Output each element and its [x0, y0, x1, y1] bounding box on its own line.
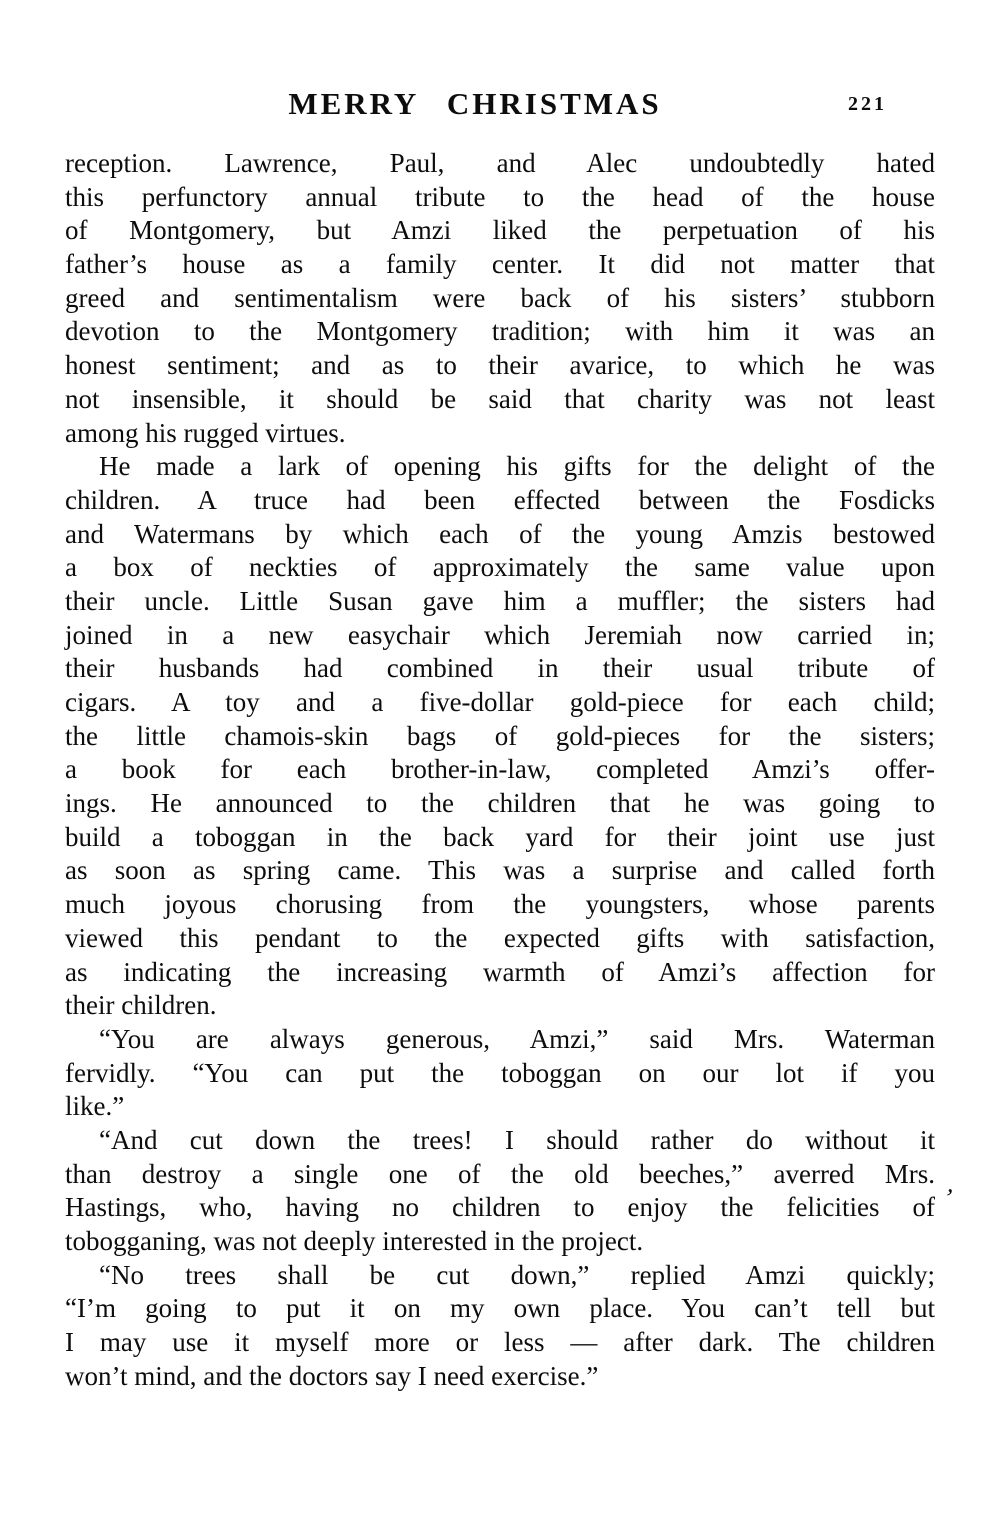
text-line: ings. He announced to the children that he was going to — [65, 788, 935, 819]
text-line: greed and sentimentalism were back of his sisters’ stubborn — [65, 282, 935, 313]
text-line: children. A truce had been effected between the Fosdicks — [65, 484, 935, 515]
text-line: of Montgomery, but Amzi liked the perpetuation of his — [65, 215, 935, 246]
text-line: Hastings, who, having no children to enjoy the felicities of — [65, 1192, 935, 1223]
text-line: I may use it myself more or less — after dark. The children — [65, 1327, 935, 1358]
text-line: tobogganing, was not deeply interested in the project. — [65, 1226, 644, 1256]
text-line: cigars. A toy and a five-dollar gold-piece for each child; — [65, 687, 935, 717]
text-line: joined in a new easychair which Jeremiah now carried in; — [65, 619, 935, 650]
text-line: honest sentiment; and as to their avarice, to which he was — [65, 350, 935, 381]
text-line: He made a lark of opening his gifts for the delight of the — [99, 451, 935, 482]
text-line: fervidly. “You can put the toboggan on our lot if you — [65, 1057, 935, 1088]
text-line: among his rugged virtues. — [65, 417, 346, 448]
text-line: viewed this pendant to the expected gifts with satisfaction, — [65, 922, 935, 953]
page-header — [65, 86, 935, 126]
text-line: the little chamois-skin bags of gold-pieces for the sisters; — [65, 720, 935, 751]
text-line: and Watermans by which each of the young Amzis bestowed — [65, 518, 935, 549]
text-line: as soon as spring came. This was a surprise and called forth — [65, 855, 935, 886]
text-line: reception. Lawrence, Paul, and Alec undoubtedly hated — [65, 148, 935, 178]
paragraph — [65, 1023, 935, 1124]
paragraph — [65, 450, 935, 1023]
text-line: father’s house as a family center. It did not matter that — [65, 249, 935, 280]
text-line: this perfunctory annual tribute to the head of the house — [65, 181, 935, 212]
text-line: “I’m going to put it on my own place. You can’t tell but — [65, 1293, 935, 1324]
running-head: MERRY CHRISTMAS — [288, 86, 662, 121]
text-line: their husbands had combined in their usual tribute of — [65, 653, 935, 684]
text-line: a box of neckties of approximately the same value upon — [65, 552, 935, 583]
text-line: like.” — [65, 1091, 125, 1122]
text-line: won’t mind, and the doctors say I need exercise.” — [65, 1360, 599, 1391]
text-block — [65, 147, 935, 1393]
text-line: their children. — [65, 990, 217, 1021]
text-line: as indicating the increasing warmth of Amzi’s affection for — [65, 956, 935, 987]
text-line: “And cut down the trees! I should rather do without it — [99, 1124, 935, 1155]
text-line: not insensible, it should be said that charity was not least — [65, 383, 935, 414]
text-line: build a toboggan in the back yard for their joint use just — [65, 821, 935, 852]
text-line: a book for each brother-in-law, completed Amzi’s offer- — [65, 754, 935, 785]
text-line: “You are always generous, Amzi,” said Mrs. Waterman — [99, 1023, 935, 1054]
text-line: much joyous chorusing from the youngsters, whose parents — [65, 889, 935, 920]
paragraph — [65, 1259, 935, 1394]
paragraph — [65, 147, 935, 450]
text-line: than destroy a single one of the old beeches,” averred Mrs. — [65, 1158, 935, 1189]
text-line: “No trees shall be cut down,” replied Amzi quickly; — [99, 1259, 935, 1290]
text-line: devotion to the Montgomery tradition; with him it was an — [65, 316, 935, 347]
stray-ink-mark: ’ — [941, 1182, 954, 1213]
text-line: their uncle. Little Susan gave him a muffler; the sisters had — [65, 585, 935, 616]
paragraph — [65, 1124, 935, 1259]
page-number: 221 — [848, 93, 887, 115]
